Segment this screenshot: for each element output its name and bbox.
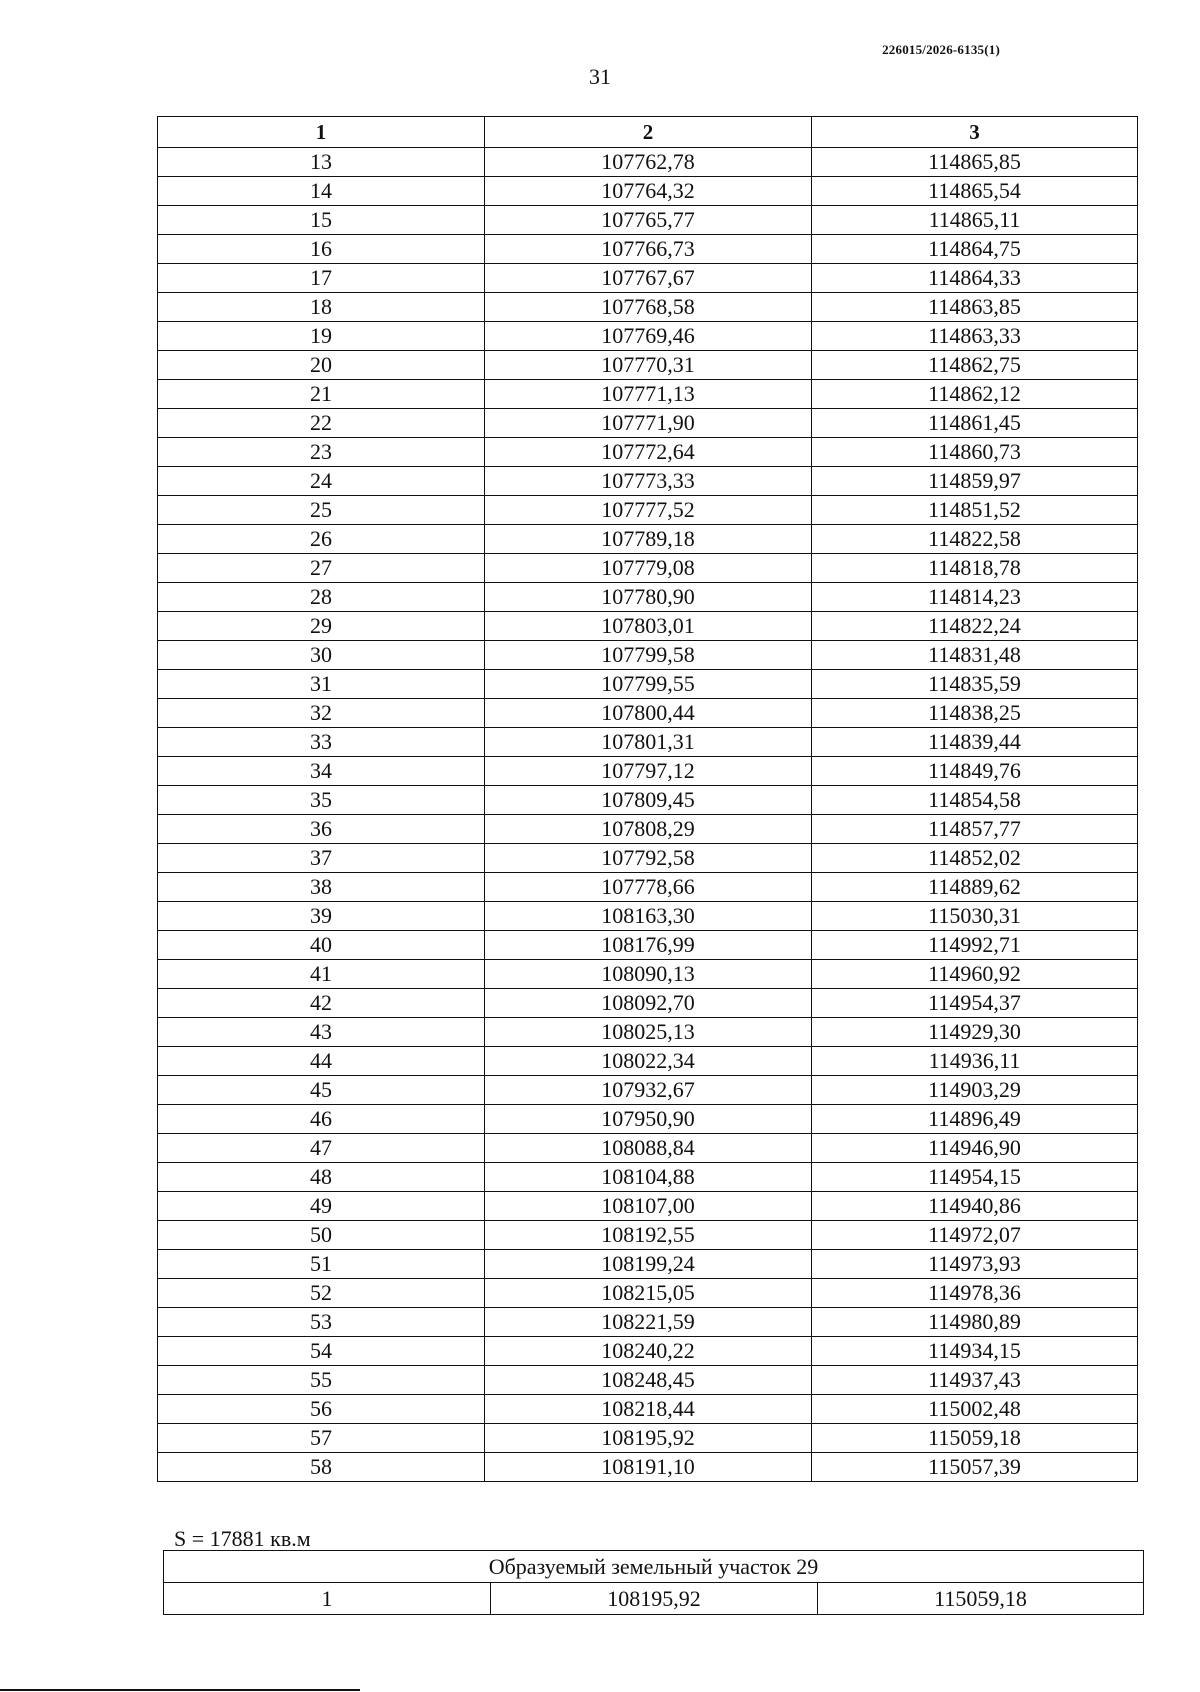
cell-y-coordinate: 115059,18	[818, 1583, 1144, 1615]
cell-x-coordinate: 108240,22	[485, 1337, 812, 1366]
table-row	[158, 1308, 1138, 1337]
table-row	[158, 351, 1138, 380]
cell-point-number: 56	[158, 1395, 485, 1424]
cell-x-coordinate: 107797,12	[485, 757, 812, 786]
table-row	[158, 438, 1138, 467]
cell-y-coordinate: 114954,15	[812, 1163, 1138, 1192]
cell-y-coordinate: 115030,31	[812, 902, 1138, 931]
cell-point-number: 29	[158, 612, 485, 641]
cell-point-number: 34	[158, 757, 485, 786]
cell-y-coordinate: 114861,45	[812, 409, 1138, 438]
area-note: S = 17881 кв.м	[174, 1526, 311, 1551]
cell-y-coordinate: 114940,86	[812, 1192, 1138, 1221]
cell-point-number: 43	[158, 1018, 485, 1047]
table-row	[158, 322, 1138, 351]
cell-point-number: 46	[158, 1105, 485, 1134]
cell-x-coordinate: 107765,77	[485, 206, 812, 235]
table-row	[158, 380, 1138, 409]
cell-point-number: 18	[158, 293, 485, 322]
table-row	[158, 1424, 1138, 1453]
cell-point-number: 37	[158, 844, 485, 873]
table-row	[158, 409, 1138, 438]
cell-x-coordinate: 107792,58	[485, 844, 812, 873]
cell-x-coordinate: 107764,32	[485, 177, 812, 206]
cell-x-coordinate: 108022,34	[485, 1047, 812, 1076]
cell-x-coordinate: 107766,73	[485, 235, 812, 264]
cell-point-number: 44	[158, 1047, 485, 1076]
cell-y-coordinate: 114978,36	[812, 1279, 1138, 1308]
cell-point-number: 47	[158, 1134, 485, 1163]
cell-x-coordinate: 107777,52	[485, 496, 812, 525]
cell-point-number: 50	[158, 1221, 485, 1250]
cell-point-number: 41	[158, 960, 485, 989]
cell-point-number: 27	[158, 554, 485, 583]
table-row	[158, 1366, 1138, 1395]
cell-y-coordinate: 114864,33	[812, 264, 1138, 293]
table-body	[158, 148, 1138, 1482]
cell-x-coordinate: 107799,55	[485, 670, 812, 699]
cell-x-coordinate: 108218,44	[485, 1395, 812, 1424]
cell-y-coordinate: 114822,58	[812, 525, 1138, 554]
cell-point-number: 28	[158, 583, 485, 612]
cell-x-coordinate: 107803,01	[485, 612, 812, 641]
table-header	[158, 117, 1138, 148]
table-row	[158, 148, 1138, 177]
cell-point-number: 26	[158, 525, 485, 554]
cell-point-number: 13	[158, 148, 485, 177]
cell-point-number: 58	[158, 1453, 485, 1482]
cell-x-coordinate: 107801,31	[485, 728, 812, 757]
cell-y-coordinate: 114960,92	[812, 960, 1138, 989]
cell-x-coordinate: 108088,84	[485, 1134, 812, 1163]
cell-y-coordinate: 114835,59	[812, 670, 1138, 699]
table-row	[158, 1105, 1138, 1134]
table-row	[158, 1047, 1138, 1076]
table-row	[158, 525, 1138, 554]
cell-point-number: 16	[158, 235, 485, 264]
page-number: 31	[589, 64, 611, 89]
table-row	[158, 554, 1138, 583]
cell-point-number: 21	[158, 380, 485, 409]
cell-x-coordinate: 107771,13	[485, 380, 812, 409]
cell-y-coordinate: 114831,48	[812, 641, 1138, 670]
cell-y-coordinate: 114865,85	[812, 148, 1138, 177]
cell-x-coordinate: 108104,88	[485, 1163, 812, 1192]
cell-y-coordinate: 114851,52	[812, 496, 1138, 525]
table-row	[158, 177, 1138, 206]
cell-x-coordinate: 107768,58	[485, 293, 812, 322]
cell-point-number: 35	[158, 786, 485, 815]
next-plot-title: Образуемый земельный участок 29	[164, 1551, 1144, 1583]
cell-y-coordinate: 114863,33	[812, 322, 1138, 351]
table-row	[158, 1250, 1138, 1279]
cell-x-coordinate: 108248,45	[485, 1366, 812, 1395]
cell-y-coordinate: 114839,44	[812, 728, 1138, 757]
cell-point-number: 1	[164, 1583, 491, 1615]
table-row	[158, 902, 1138, 931]
cell-x-coordinate: 107771,90	[485, 409, 812, 438]
cell-point-number: 51	[158, 1250, 485, 1279]
cell-x-coordinate: 107778,66	[485, 873, 812, 902]
column-header-x: 2	[485, 117, 812, 148]
cell-x-coordinate: 107950,90	[485, 1105, 812, 1134]
table-row	[158, 873, 1138, 902]
cell-y-coordinate: 114954,37	[812, 989, 1138, 1018]
cell-x-coordinate: 107799,58	[485, 641, 812, 670]
cell-x-coordinate: 107769,46	[485, 322, 812, 351]
cell-point-number: 38	[158, 873, 485, 902]
table-row	[158, 728, 1138, 757]
cell-x-coordinate: 108025,13	[485, 1018, 812, 1047]
cell-point-number: 17	[158, 264, 485, 293]
cell-y-coordinate: 115059,18	[812, 1424, 1138, 1453]
column-header-point: 1	[158, 117, 485, 148]
table-row	[158, 757, 1138, 786]
cell-x-coordinate: 107809,45	[485, 786, 812, 815]
table-row	[158, 699, 1138, 728]
table-row	[158, 815, 1138, 844]
cell-y-coordinate: 114937,43	[812, 1366, 1138, 1395]
cell-point-number: 20	[158, 351, 485, 380]
cell-x-coordinate: 108090,13	[485, 960, 812, 989]
coordinates-table	[157, 116, 1138, 1482]
cell-point-number: 52	[158, 1279, 485, 1308]
cell-y-coordinate: 114903,29	[812, 1076, 1138, 1105]
table-row	[158, 1076, 1138, 1105]
table-row	[158, 1192, 1138, 1221]
table-row	[158, 844, 1138, 873]
cell-point-number: 30	[158, 641, 485, 670]
column-header-y: 3	[812, 117, 1138, 148]
cell-point-number: 39	[158, 902, 485, 931]
table-row	[158, 1453, 1138, 1482]
next-plot-body	[164, 1551, 1144, 1615]
next-plot-table	[163, 1550, 1144, 1615]
cell-y-coordinate: 114864,75	[812, 235, 1138, 264]
cell-y-coordinate: 115057,39	[812, 1453, 1138, 1482]
cell-point-number: 40	[158, 931, 485, 960]
cell-y-coordinate: 114838,25	[812, 699, 1138, 728]
table-header-row	[158, 117, 1138, 148]
cell-point-number: 19	[158, 322, 485, 351]
cell-point-number: 48	[158, 1163, 485, 1192]
table-row	[158, 1337, 1138, 1366]
cell-y-coordinate: 114936,11	[812, 1047, 1138, 1076]
cell-point-number: 24	[158, 467, 485, 496]
cell-point-number: 54	[158, 1337, 485, 1366]
table-row	[164, 1583, 1144, 1615]
cell-point-number: 55	[158, 1366, 485, 1395]
cell-point-number: 14	[158, 177, 485, 206]
cell-x-coordinate: 108199,24	[485, 1250, 812, 1279]
cell-point-number: 32	[158, 699, 485, 728]
cell-y-coordinate: 114863,85	[812, 293, 1138, 322]
cell-x-coordinate: 107772,64	[485, 438, 812, 467]
cell-y-coordinate: 114865,11	[812, 206, 1138, 235]
cell-x-coordinate: 108221,59	[485, 1308, 812, 1337]
cell-y-coordinate: 114934,15	[812, 1337, 1138, 1366]
cell-y-coordinate: 114860,73	[812, 438, 1138, 467]
cell-y-coordinate: 114929,30	[812, 1018, 1138, 1047]
cell-y-coordinate: 114862,75	[812, 351, 1138, 380]
cell-x-coordinate: 107789,18	[485, 525, 812, 554]
cell-point-number: 57	[158, 1424, 485, 1453]
table-row	[158, 641, 1138, 670]
table-row	[158, 1163, 1138, 1192]
cell-point-number: 15	[158, 206, 485, 235]
cell-point-number: 31	[158, 670, 485, 699]
table-row	[158, 264, 1138, 293]
cell-x-coordinate: 108195,92	[491, 1583, 818, 1615]
cell-y-coordinate: 114889,62	[812, 873, 1138, 902]
cell-point-number: 33	[158, 728, 485, 757]
next-plot-title-row	[164, 1551, 1144, 1583]
cell-x-coordinate: 107773,33	[485, 467, 812, 496]
cell-x-coordinate: 108191,10	[485, 1453, 812, 1482]
cell-y-coordinate: 114946,90	[812, 1134, 1138, 1163]
cell-y-coordinate: 114854,58	[812, 786, 1138, 815]
cell-x-coordinate: 108215,05	[485, 1279, 812, 1308]
cell-y-coordinate: 114973,93	[812, 1250, 1138, 1279]
cell-y-coordinate: 114849,76	[812, 757, 1138, 786]
cell-x-coordinate: 107780,90	[485, 583, 812, 612]
cell-y-coordinate: 114814,23	[812, 583, 1138, 612]
cell-y-coordinate: 114980,89	[812, 1308, 1138, 1337]
cell-x-coordinate: 108107,00	[485, 1192, 812, 1221]
cell-x-coordinate: 107779,08	[485, 554, 812, 583]
cell-y-coordinate: 114859,97	[812, 467, 1138, 496]
cell-x-coordinate: 107808,29	[485, 815, 812, 844]
footer-rule	[0, 1689, 360, 1691]
cell-x-coordinate: 108163,30	[485, 902, 812, 931]
table-row	[158, 583, 1138, 612]
table-row	[158, 612, 1138, 641]
cell-x-coordinate: 107770,31	[485, 351, 812, 380]
cell-y-coordinate: 114862,12	[812, 380, 1138, 409]
document-id: 226015/2026-6135(1)	[882, 42, 1000, 57]
cell-point-number: 42	[158, 989, 485, 1018]
cell-point-number: 23	[158, 438, 485, 467]
cell-point-number: 45	[158, 1076, 485, 1105]
cell-x-coordinate: 107800,44	[485, 699, 812, 728]
cell-point-number: 22	[158, 409, 485, 438]
cell-point-number: 49	[158, 1192, 485, 1221]
table-row	[158, 1279, 1138, 1308]
cell-y-coordinate: 114865,54	[812, 177, 1138, 206]
table-row	[158, 467, 1138, 496]
table-row	[158, 1018, 1138, 1047]
table-row	[158, 1395, 1138, 1424]
table-row	[158, 293, 1138, 322]
cell-y-coordinate: 114852,02	[812, 844, 1138, 873]
cell-y-coordinate: 114822,24	[812, 612, 1138, 641]
table-row	[158, 786, 1138, 815]
cell-x-coordinate: 107932,67	[485, 1076, 812, 1105]
table-row	[158, 1221, 1138, 1250]
cell-x-coordinate: 108195,92	[485, 1424, 812, 1453]
table-row	[158, 670, 1138, 699]
table-row	[158, 989, 1138, 1018]
cell-y-coordinate: 114992,71	[812, 931, 1138, 960]
cell-y-coordinate: 114857,77	[812, 815, 1138, 844]
cell-y-coordinate: 114972,07	[812, 1221, 1138, 1250]
cell-point-number: 53	[158, 1308, 485, 1337]
cell-x-coordinate: 108176,99	[485, 931, 812, 960]
cell-x-coordinate: 108192,55	[485, 1221, 812, 1250]
cell-y-coordinate: 114818,78	[812, 554, 1138, 583]
cell-x-coordinate: 108092,70	[485, 989, 812, 1018]
cell-x-coordinate: 107762,78	[485, 148, 812, 177]
cell-y-coordinate: 115002,48	[812, 1395, 1138, 1424]
cell-point-number: 25	[158, 496, 485, 525]
cell-y-coordinate: 114896,49	[812, 1105, 1138, 1134]
table-row	[158, 960, 1138, 989]
table-row	[158, 931, 1138, 960]
table-row	[158, 206, 1138, 235]
cell-point-number: 36	[158, 815, 485, 844]
cell-x-coordinate: 107767,67	[485, 264, 812, 293]
table-row	[158, 235, 1138, 264]
table-row	[158, 1134, 1138, 1163]
table-row	[158, 496, 1138, 525]
